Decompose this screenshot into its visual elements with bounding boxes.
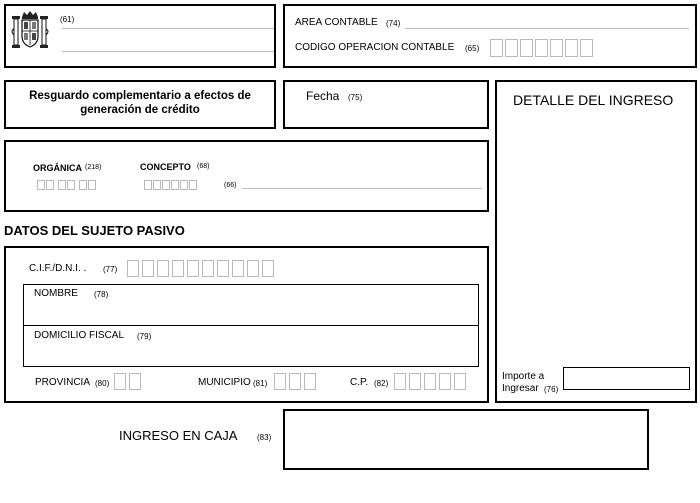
organica-cell[interactable] xyxy=(67,180,75,190)
resguardo-title-line1: Resguardo complementario a efectos de xyxy=(29,90,251,102)
cif-cell[interactable] xyxy=(202,260,214,277)
cp-cell[interactable] xyxy=(409,373,421,390)
provincia-cells[interactable] xyxy=(114,373,144,390)
organica-cell[interactable] xyxy=(37,180,45,190)
nombre-field[interactable] xyxy=(23,284,479,326)
organica-cell[interactable] xyxy=(79,180,87,190)
cp-label: C.P. xyxy=(350,377,369,388)
ingreso-caja-num: (83) xyxy=(257,433,272,442)
sujeto-section-title: DATOS DEL SUJETO PASIVO xyxy=(4,223,185,238)
code-cell[interactable] xyxy=(505,39,518,57)
cif-cell[interactable] xyxy=(217,260,229,277)
cif-cell[interactable] xyxy=(247,260,259,277)
cif-cell[interactable] xyxy=(172,260,184,277)
domicilio-num: (79) xyxy=(137,332,152,341)
code-cell[interactable] xyxy=(535,39,548,57)
organica-cell[interactable] xyxy=(88,180,96,190)
ingreso-caja-label: INGRESO EN CAJA xyxy=(119,428,238,443)
concepto-cell[interactable] xyxy=(180,180,188,190)
cif-cell[interactable] xyxy=(157,260,169,277)
coat-of-arms-icon xyxy=(10,9,50,53)
concepto-label: CONCEPTO xyxy=(140,162,191,172)
municipio-label: MUNICIPIO xyxy=(198,377,251,388)
accounting-box xyxy=(283,4,697,68)
cp-cell[interactable] xyxy=(439,373,451,390)
provincia-label: PROVINCIA xyxy=(35,377,91,388)
importe-num: (76) xyxy=(544,385,559,394)
cif-cell[interactable] xyxy=(187,260,199,277)
codigo-operacion-num: (65) xyxy=(465,44,480,53)
importe-input[interactable] xyxy=(563,367,690,390)
cp-cell[interactable] xyxy=(424,373,436,390)
cif-cell[interactable] xyxy=(142,260,154,277)
domicilio-field[interactable] xyxy=(23,325,479,367)
sujeto-pasivo-box xyxy=(4,246,489,403)
clasificacion-box xyxy=(4,140,489,212)
cif-cell[interactable] xyxy=(262,260,274,277)
provincia-cell[interactable] xyxy=(114,373,126,390)
code-cell[interactable] xyxy=(520,39,533,57)
municipio-cell[interactable] xyxy=(289,373,301,390)
cp-cell[interactable] xyxy=(454,373,466,390)
concepto-cell[interactable] xyxy=(171,180,179,190)
organica-cell[interactable] xyxy=(58,180,66,190)
detalle-title: DETALLE DEL INGRESO xyxy=(513,92,674,108)
detalle-ingreso-box xyxy=(495,80,697,403)
fecha-label: Fecha xyxy=(306,89,340,103)
code-cell[interactable] xyxy=(580,39,593,57)
fecha-num: (75) xyxy=(348,93,363,102)
ref-61: (61) xyxy=(60,15,75,24)
resguardo-box xyxy=(4,80,276,129)
code-cell[interactable] xyxy=(490,39,503,57)
area-contable-label: AREA CONTABLE xyxy=(295,17,378,28)
nombre-num: (78) xyxy=(94,290,109,299)
municipio-cell[interactable] xyxy=(274,373,286,390)
cp-cell[interactable] xyxy=(394,373,406,390)
field-61-line-2 xyxy=(62,51,274,52)
codigo-operacion-label: CODIGO OPERACION CONTABLE xyxy=(295,42,455,53)
ref-66: (66) xyxy=(224,182,237,189)
area-contable-input[interactable] xyxy=(405,28,689,29)
cif-cell[interactable] xyxy=(232,260,244,277)
fecha-box[interactable] xyxy=(283,80,489,129)
municipio-num: (81) xyxy=(253,379,268,388)
importe-label-line1: Importe a xyxy=(502,371,545,382)
field-66-line[interactable] xyxy=(242,188,482,189)
concepto-cells[interactable] xyxy=(144,180,198,190)
codigo-operacion-cells[interactable] xyxy=(490,39,595,57)
concepto-cell[interactable] xyxy=(144,180,152,190)
domicilio-label: DOMICILIO FISCAL xyxy=(34,330,125,341)
nombre-label: NOMBRE xyxy=(34,288,78,299)
importe-label-line2: Ingresar xyxy=(502,383,539,394)
cif-cell[interactable] xyxy=(127,260,139,277)
organica-num: (218) xyxy=(85,164,102,171)
cif-num: (77) xyxy=(103,265,118,274)
municipio-cells[interactable] xyxy=(274,373,319,390)
concepto-cell[interactable] xyxy=(189,180,197,190)
provincia-cell[interactable] xyxy=(129,373,141,390)
header-emblem-box xyxy=(4,4,276,68)
organica-label: ORGÁNICA xyxy=(33,163,82,173)
area-contable-num: (74) xyxy=(386,19,401,28)
cp-cells[interactable] xyxy=(394,373,469,390)
ingreso-caja-box[interactable] xyxy=(283,409,649,470)
organica-cell[interactable] xyxy=(46,180,54,190)
organica-cells[interactable] xyxy=(37,180,97,190)
cp-num: (82) xyxy=(374,379,389,388)
provincia-num: (80) xyxy=(95,379,110,388)
code-cell[interactable] xyxy=(565,39,578,57)
code-cell[interactable] xyxy=(550,39,563,57)
cif-label: C.I.F./D.N.I. . xyxy=(29,263,87,274)
municipio-cell[interactable] xyxy=(304,373,316,390)
concepto-num: (68) xyxy=(197,163,210,170)
resguardo-title-line2: generación de crédito xyxy=(80,104,200,116)
concepto-cell[interactable] xyxy=(162,180,170,190)
concepto-cell[interactable] xyxy=(153,180,161,190)
cif-cells[interactable] xyxy=(127,260,277,277)
field-61-line-1 xyxy=(62,28,274,29)
